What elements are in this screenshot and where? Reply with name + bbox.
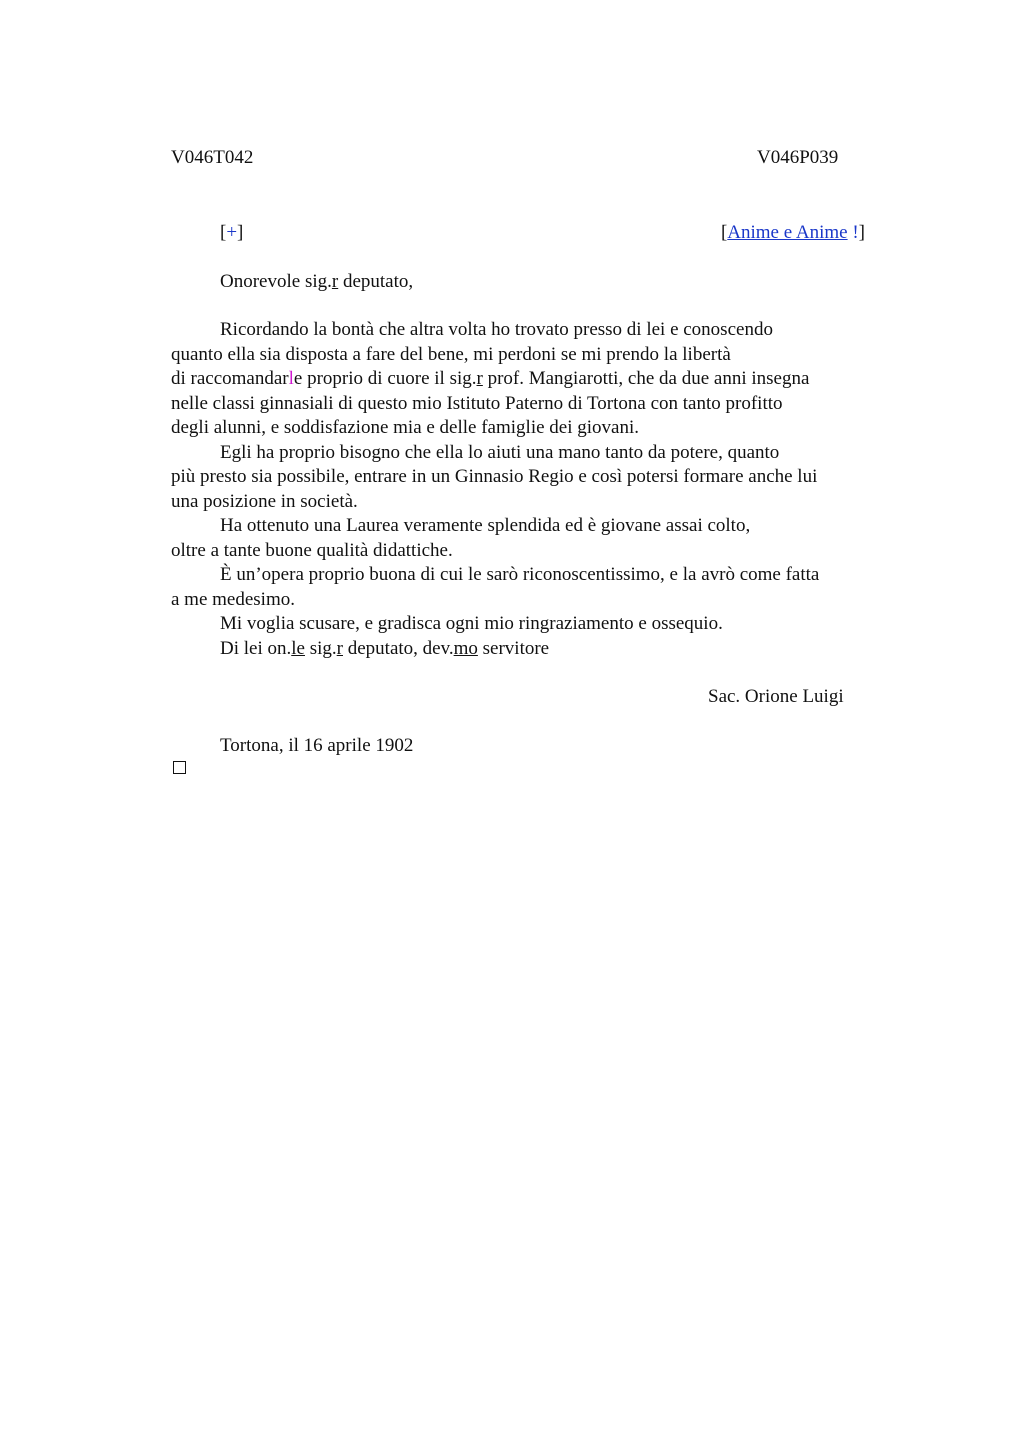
superscript-abbrev: r bbox=[336, 638, 343, 659]
document-code-right: V046P039 bbox=[757, 147, 839, 168]
body-text: e proprio di cuore il sig. bbox=[293, 368, 477, 389]
body-line: più presto sia possibile, entrare in un Ginnasio Regio e così potersi formare anche lui bbox=[171, 466, 818, 487]
body-line: degli alunni, e soddisfazione mia e delle famiglie dei giovani. bbox=[171, 417, 639, 438]
closing-text: sig. bbox=[304, 638, 337, 659]
anime-link-group bbox=[721, 221, 865, 245]
body-line: quanto ella sia disposta a fare del bene, mi perdoni se mi prendo la libertà bbox=[171, 344, 731, 365]
superscript-abbrev: mo bbox=[453, 638, 478, 659]
body-line: Ricordando la bontà che altra volta ho trovato presso di lei e conoscendo bbox=[220, 319, 773, 340]
bracket-open: [ bbox=[720, 222, 728, 243]
body-line: nelle classi ginnasiali di questo mio Istituto Paterno di Tortona con tanto profitto bbox=[171, 393, 783, 414]
superscript-abbrev: le bbox=[291, 638, 305, 659]
body-line: oltre a tante buone qualità didattiche. bbox=[171, 540, 453, 561]
salutation bbox=[220, 270, 413, 294]
closing-text: Di lei on. bbox=[220, 638, 292, 659]
body-line: a me medesimo. bbox=[171, 589, 295, 610]
document-code-left: V046T042 bbox=[171, 147, 254, 168]
body-line: Ha ottenuto una Laurea veramente splendida ed è giovane assai colto, bbox=[220, 515, 751, 536]
highlighted-letter: l bbox=[288, 368, 294, 389]
body-line: una posizione in società. bbox=[171, 491, 358, 512]
salutation-text: Onorevole sig. bbox=[220, 271, 332, 292]
expand-toggle[interactable] bbox=[220, 221, 243, 245]
body-text: prof. Mangiarotti, che da due anni insegna bbox=[482, 368, 810, 389]
bracket-close: ] bbox=[237, 222, 244, 243]
closing-line bbox=[220, 637, 549, 661]
body-text: di raccomandar bbox=[171, 368, 289, 389]
body-line: Egli ha proprio bisogno che ella lo aiuti una mano tanto da potere, quanto bbox=[220, 442, 780, 463]
bracket-open: [ bbox=[220, 222, 227, 243]
body-line bbox=[171, 367, 809, 391]
signature: Sac. Orione Luigi bbox=[708, 686, 844, 707]
exclamation-link[interactable]: ! bbox=[852, 222, 859, 243]
closing-text: servitore bbox=[477, 638, 550, 659]
superscript-abbrev: r bbox=[476, 368, 483, 389]
bracket-close: ] bbox=[858, 222, 865, 243]
place-date: Tortona, il 16 aprile 1902 bbox=[220, 735, 414, 756]
superscript-abbrev: r bbox=[331, 271, 339, 292]
anime-e-anime-link[interactable]: Anime e Anime bbox=[727, 222, 848, 243]
salutation-text: deputato, bbox=[338, 271, 414, 292]
closing-text: deputato, dev. bbox=[342, 638, 454, 659]
checkbox-icon[interactable] bbox=[173, 761, 186, 774]
plus-icon[interactable]: + bbox=[226, 222, 238, 243]
body-line: È un’opera proprio buona di cui le sarò riconoscentissimo, e la avrò come fatta bbox=[220, 564, 820, 585]
body-line: Mi voglia scusare, e gradisca ogni mio ringraziamento e ossequio. bbox=[220, 613, 723, 634]
